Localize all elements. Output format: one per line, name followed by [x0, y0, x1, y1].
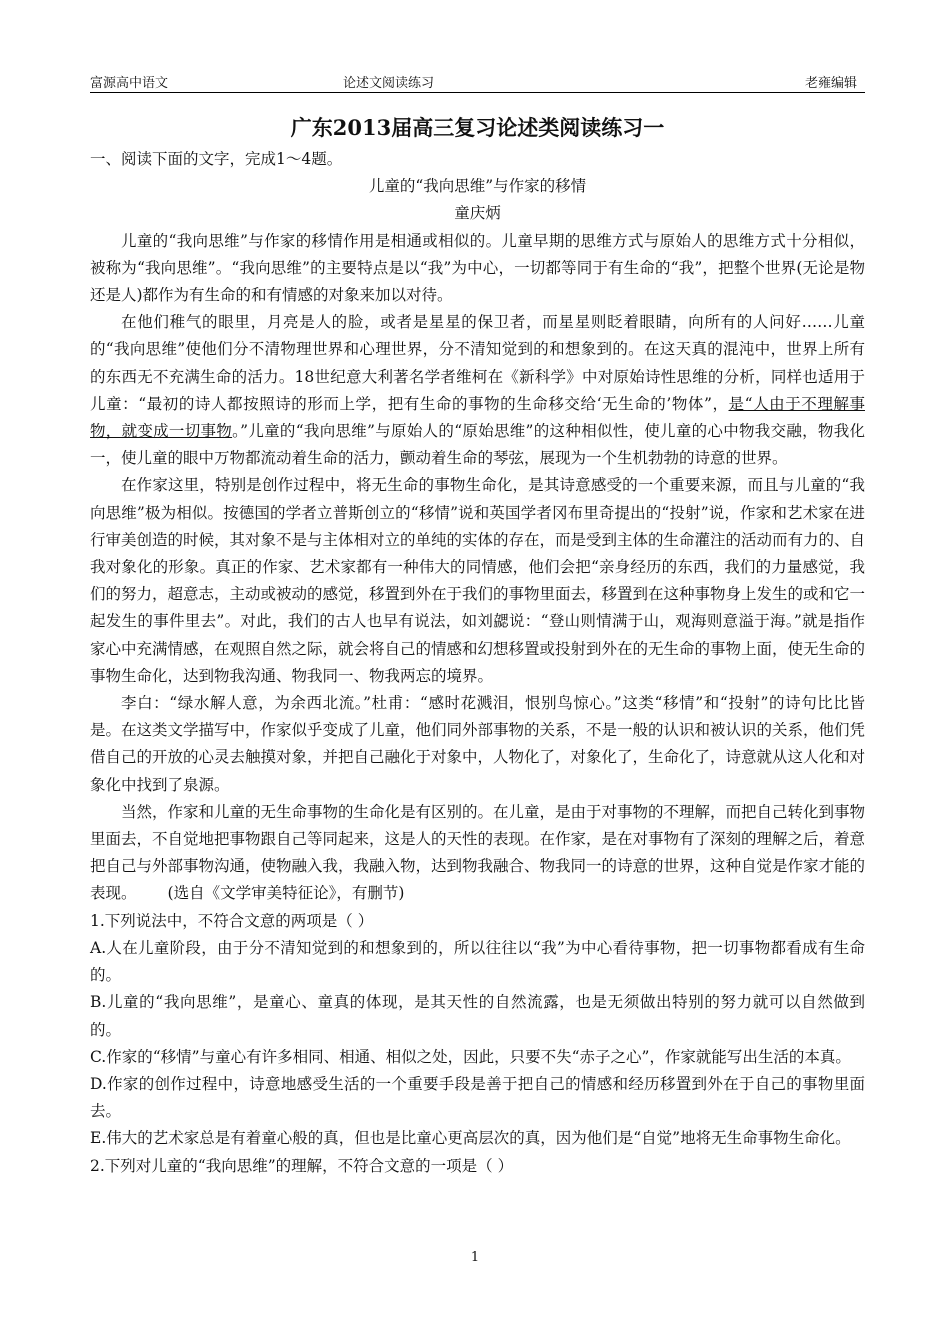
question-1-option-e: E.伟大的艺术家总是有着童心般的真，但也是比童心更高层次的真，因为他们是“自觉”地将无生命事物生命化。 [90, 1129, 851, 1148]
paragraph-2-text-after: 。”儿童的“我向思维”与原始人的“原始思维”的这种相似性，使儿童的心中物我交融，物我化一，使儿童的眼中万物都流动着生命的活力，颤动着生命的琴弦，展现为一个生机勃勃的诗意的世界。 [90, 422, 865, 468]
header-center: 论述文阅读练习 [343, 76, 435, 91]
header-right: 老雍编辑 [804, 76, 857, 91]
question-1-option-c: C.作家的“移情”与童心有许多相同、相通、相似之处，因此，只要不失“赤子之心”，作家就能写出生活的本真。 [90, 1047, 851, 1066]
page-number: 1 [470, 1250, 480, 1265]
article-source: (选自《文学审美特征论》，有删节) [167, 884, 405, 903]
article-paragraph-2 [90, 309, 865, 472]
question-1-option-b: B.儿童的“我向思维”，是童心、童真的体现，是其天性的自然流露，也是无须做出特别的努力就可以自然做到的。 [90, 993, 865, 1039]
question-1: 1.下列说法中，不符合文意的两项是（ ） [90, 911, 374, 930]
page-header [90, 70, 865, 93]
document-title: 广东2013届高三复习论述类阅读练习一 [290, 115, 665, 140]
paragraph-5-text: 当然，作家和儿童的无生命事物的生命化是有区别的。在儿童，是由于对事物的不理解，而把自己转化到事物里面去，不自觉地把事物跟自己等同起来，这是人的天性的表现。在作家，是在对事物有了深刻的理解之后，着意把自己与外部事物沟通，使物融入我，我融入物，达到物我融合、物我同一的诗意的世界，这种自觉是作家才能的表现。 [90, 802, 866, 903]
underlined-quote: 是“人由于不理解事物，就变成一切事物 [90, 394, 865, 441]
article-title: 儿童的“我向思维”与作家的移情 [368, 177, 587, 196]
article-paragraph-1: 儿童的“我向思维”与作家的移情作用是相通或相似的。儿童早期的思维方式与原始人的思维方式十分相似，被称为“我向思维”。“我向思维”的主要特点是以“我”为中心，一切都等同于有生命的“我”，把整个世界(无论是物还是人)都作为有生命的和有情感的对象来加以对待。 [90, 231, 865, 305]
header-left: 富源高中语文 [90, 76, 169, 91]
page-content [90, 110, 865, 1180]
article-paragraph-5 [90, 799, 865, 908]
article-paragraph-4: 李白：“绿水解人意，为余西北流。”杜甫：“感时花溅泪，恨别鸟惊心。”这类“移情”和“投射”的诗句比比皆是。在这类文学描写中，作家似乎变成了儿童，他们同外部事物的关系，不是一般的认识和被认识的关系，他们凭借自己的开放的心灵去触摸对象，并把自己融化于对象中，人物化了，对象化了，生命化了，诗意就从这人化和对象化中找到了泉源。 [90, 694, 866, 794]
article-paragraph-3: 在作家这里，特别是创作过程中，将无生命的事物生命化，是其诗意感受的一个重要来源，而且与儿童的“我向思维”极为相似。按德国的学者立普斯创立的“移情”说和英国学者冈布里奇提出的“投射”说，作家和艺术家在进行审美创造的时候，其对象不是与主体相对立的单纯的实体的存在，而是受到主体的生命灌注的活动而有力的、自我对象化的形象。真正的作家、艺术家都有一种伟大的同情感，他们会把“亲身经历的东西，我们的力量感觉，我们的努力，超意志，主动或被动的感觉，移置到外在于我们的事物里面去，移置到在这种事物身上发生的或和它一起发生的事件里去”。对此，我们的古人也早有说法，如刘勰说：“登山则情满于山，观海则意溢于海。”就是指作家心中充满情感，在观照自然之际，就会将自己的情感和幻想移置或投射到外在的无生命的事物上面，使无生命的事物生命化，达到物我沟通、物我同一、物我两忘的境界。 [90, 476, 866, 685]
question-1-option-d: D.作家的创作过程中，诗意地感受生活的一个重要手段是善于把自己的情感和经历移置到外在于自己的事物里面去。 [90, 1074, 865, 1121]
paragraph-2-text-before: 在他们稚气的眼里，月亮是人的脸，或者是星星的保卫者，而星星则眨着眼睛，向所有的人问好……儿童的“我向思维”使他们分不清物理世界和心理世界，分不清知觉到的和想象到的。在这天真的混沌中，世界上所有的东西无不充满生命的活力。18世纪意大利著名学者维柯在《新科学》中对原始诗性思维的分析，同样也适用于儿童：“最初的诗人都按照诗的形而上学，把有生命的事物的生命移交给‘无生命的’物体”， [90, 313, 865, 413]
section-instruction: 一、阅读下面的文字，完成1～4题。 [90, 150, 343, 168]
question-2: 2.下列对儿童的“我向思维”的理解，不符合文意的一项是（ ） [90, 1156, 514, 1175]
question-1-option-a: A.人在儿童阶段，由于分不清知觉到的和想象到的，所以往往以“我”为中心看待事物，把一切事物都看成有生命的。 [90, 938, 865, 985]
article-author: 童庆炳 [454, 204, 501, 223]
